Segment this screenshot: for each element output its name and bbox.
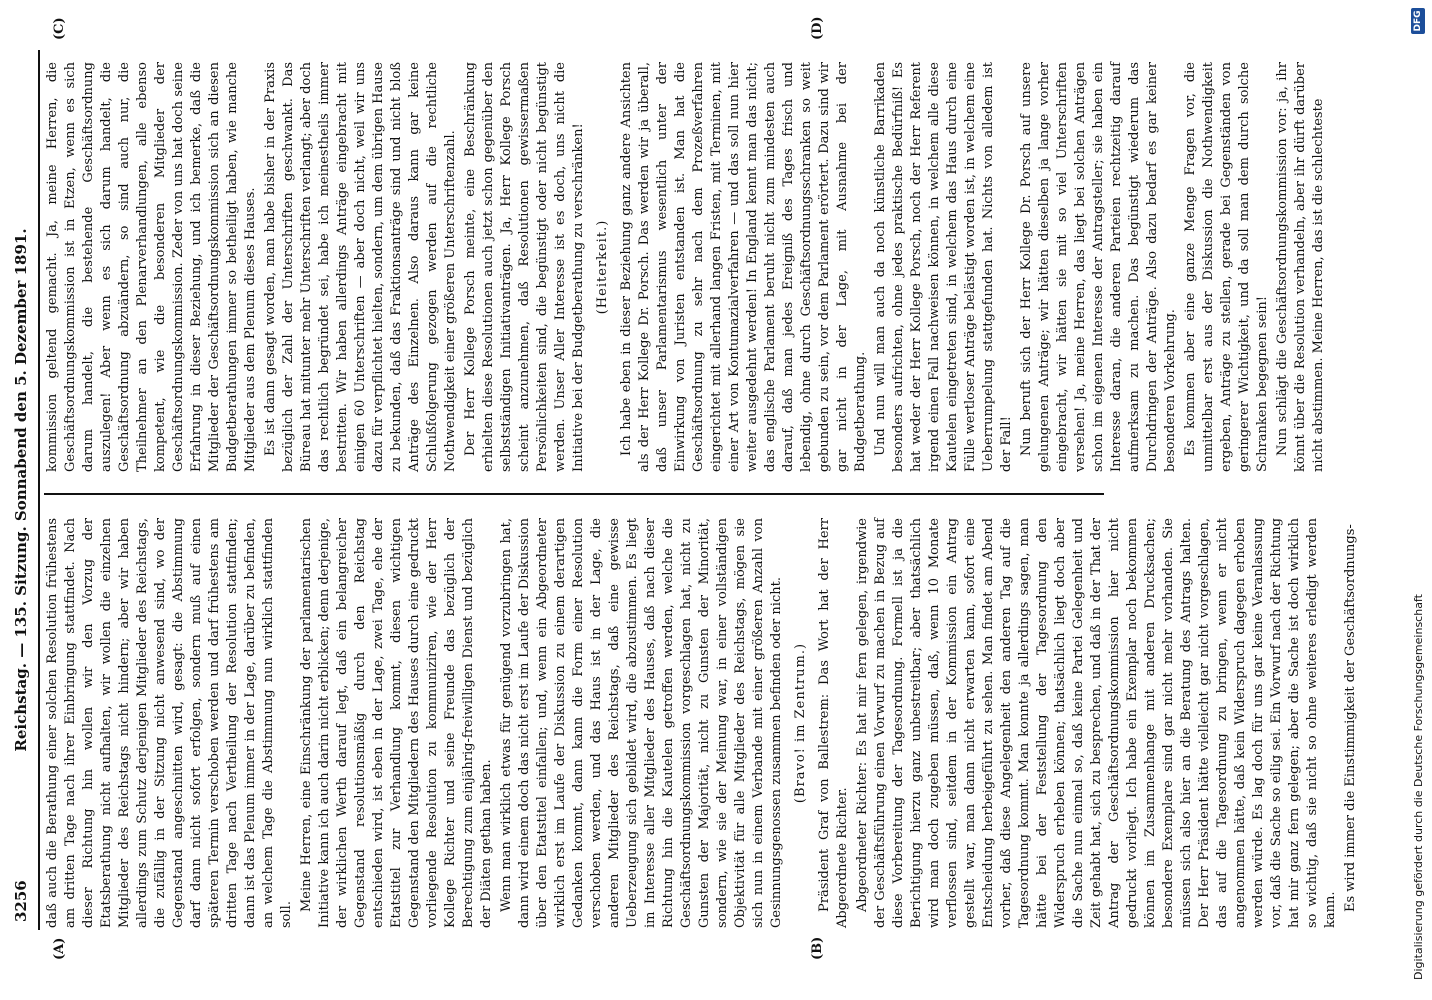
footer-text: Digitalisierung gefördert durch die Deutsche Forschungsgemeinschaft bbox=[1412, 594, 1425, 980]
paragraph: Nun schlägt die Geschäftsordnungskommission vor: ja, ihr könnt über die Resolution verhandeln, aber ihr dürft darüber nicht abstimmen. Meine Herren, das ist die schlechteste bbox=[1275, 62, 1326, 472]
margin-marker-b: (B) bbox=[810, 936, 825, 960]
paragraph: Nun beruft sich der Herr Kollege Dr. Porsch auf unsere gelungenen Anträge; wir hätten dieselben ja lange vorher eingebracht, wir hätten sie mit so viel Unterschriften versehen! Ja, meine Herren, das liegt bei solchen Anträgen schon im eigenen Interesse der Antragsteller; sie haben ein Interesse daran, die anderen Parteien rechtzeitig darauf aufmerksam zu machen. Das begünstigt wiederum das Durchdringen der Anträge. Also dazu bedarf es gar keiner besonderen Vorkehrung. bbox=[1019, 62, 1178, 472]
paragraph: Und nun will man auch da noch künstliche Barrikaden besonders aufrichten, ohne jedes praktische Bedürfniß! Es hat weder der Herr Kollege Porsch, noch der Herr Referent irgend einen Fall nachweisen können, in welchem alle diese Kautelen eingetreten sind, in welchem das Haus durch eine Fülle wertloser Anträge belästigt worden ist, in welchem eine Ueberrumpelung stattgefunden hat. Nichts von alledem ist der Fall! bbox=[873, 62, 1014, 472]
paragraph: Meine Herren, eine Einschränkung der parlamentarischen Initiative kann ich auch darin nicht erblicken; denn derjenige, der wirklichen Werth darauf legt, daß ein belangreicher Gegenstand resolutionsmäßig durch den Reichstag entschieden wird, ist eben in der Lage, zwei Tage, ehe der Etatstitel zur Verhandlung kommt, diesen wichtigen Gegenstand den Mitgliedern des Hauses durch eine gedruckt vorliegende Resolution zu kommuniziren, wie der Herr Kollege Richter und seine Freunde das bezüglich der Berechtigung zum einjährig-freiwilligen Dienst und bezüglich der Diäten gethan haben. bbox=[299, 517, 494, 928]
paragraph: Es ist dann gesagt worden, man habe bisher in der Praxis bezüglich der Zahl der Unterschriften geschwankt. Das Büreau hat mitunter mehr Unterschriften verlangt; aber doch das rechtlich begründet sei, habe ich meinestheils immer bestritten. Wir haben allerdings Anträge eingebracht mit einigen 60 Unterschriften — aber doch nicht, weil wir uns dazu für verpflichtet hielten, sondern, um dem übrigen Hause zu bekunden, daß das Fraktionsanträge sind und nicht bloß Anträge des Einzelnen. Also daraus kann gar keine Schlußfolgerung gezogen werden auf die rechtliche Nothwendigkeit einer größeren Unterschriftenzahl. bbox=[263, 62, 458, 472]
page-header bbox=[8, 50, 40, 930]
margin-marker-d: (D) bbox=[810, 16, 825, 40]
page-running-title: Reichstag. — 135. Sitzung. Sonnabend den 5. Dezember 1891. bbox=[12, 228, 30, 752]
paragraph: Der Herr Kollege Porsch meinte, eine Beschränkung erhielten diese Resolutionen auch jetzt schon gegenüber den selbstständigen Initiativanträgen. Ja, Herr Kollege Porsch scheint anzunehmen, daß Resolutionen gewissermaßen Persönlichkeiten sind, die begünstigt oder nicht begünstigt werden. Unser Aller Interesse ist es doch, uns nicht die Initiative bei der Budgetberathung zu verschränken! bbox=[463, 62, 586, 472]
interjection: (Bravo! im Zentrum.) bbox=[793, 642, 808, 804]
right-column bbox=[44, 62, 1326, 472]
digitization-footer bbox=[1408, 0, 1430, 1000]
speaker-paragraph: Abgeordneter Richter: Es hat mir fern gelegen, irgendwie der Geschäftsführung einen Vorwurf zu machen in Bezug auf diese Vorbereitung der Tagesordnung. Formell ist ja die Berichtigung hierzu ganz unbestreitbar; aber thatsächlich wird man doch zugeben müssen, daß, wenn 10 Monate verflossen sind, seitdem in der Kommission ein Antrag gestellt war, man dann nicht erwarten kann, sofort eine Entscheidung herbeigeführt zu sehen. Man findet am Abend vorher, daß diese Angelegenheit den anderen Tag auf die Tagesordnung kommt. Man konnte ja allerdings sagen, man hätte bei der Feststellung der Tagesordnung den Widerspruch erheben können; thatsächlich liegt doch aber die Sache nun einmal so, daß keine Partei Gelegenheit und Zeit gehabt hat, sich zu besprechen, und daß in der That der Antrag der Geschäftsordnungskommission hier nicht gedruckt vorliegt. Ich habe ein Exemplar noch bekommen können im Zusammenhange mit anderen Drucksachen; besondere Exemplare sind gar nicht mehr vorhanden. Sie müssen sich also hier an die Beratung des Antrags halten. Der Herr Präsident hätte vielleicht gar nicht vorgeschlagen, das auf die Tagesordnung zu bringen, wenn er nicht angenommen hätte, daß kein Widerspruch dagegen erhoben werden würde. Es lag doch für uns gar keine Veranlassung vor, daß die Sache so eilig sei. Ein Vorwurf nach der Richtung hat mir ganz fern gelegen; aber die Sache ist doch wirklich so wichtig, daß sie nicht so ohne weiteres erledigt werden kann. bbox=[855, 518, 1338, 928]
paragraph: Ich habe eben in dieser Beziehung ganz andere Ansichten als der Herr Kollege Dr. Porsch. Das werden wir ja überall, daß unser Parlamentarismus wesentlich unter der Einwirkung von Juristen entstanden ist. Man hat die Geschäftsordnung zu sehr nach dem Prozeßverfahren eingerichtet mit allerhand langen Fristen, mit Terminen, mit einer Art von Kontumazialverfahren — und das soll nun hier weiter ausgedehnt werden! In England kennt man das nicht; das englische Parlament beruht nicht zum mindesten auch darauf, daß man jedes Ereigniß des Tages frisch und lebendig, ohne durch Geschäftsordnungsschranken so weit gebunden zu sein, vor dem Parlament erörtert. Dazu sind wir gar nicht in der Lage, mit Ausnahme bei der Budgetberathung. bbox=[619, 62, 868, 472]
column-divider bbox=[44, 493, 1104, 495]
paragraph: Es kommen aber eine ganze Menge Fragen vor, die unmittelbar erst aus der Diskussion die Nothwendigkeit ergeben, Anträge zu stellen, gerade bei Gegenständen von geringerer Wichtigkeit, und da soll man dem durch solche Schranken begegnen sein! bbox=[1183, 62, 1270, 472]
paragraph: Es wird immer die Einstimmigkeit der Geschäftsordnungs- bbox=[1343, 524, 1358, 912]
dfg-logo: DFG bbox=[1411, 8, 1425, 34]
margin-marker-a: (A) bbox=[52, 937, 67, 960]
paragraph: Wenn man wirklich etwas für genügend vorzubringen hat, dann wird einem doch das nicht erst im Laufe der Diskussion über den Etatstitel einfallen; und, wenn ein Abgeordneter wirklich erst im Laufe der Diskussion zu einem derartigen Gedanken kommt, dann kann die Form einer Resolution verschoben werden, und das Haus ist in der Lage, die anderen Mitglieder des Reichstags, daß eine gewisse Ueberzeugung sich gebildet wird, die abzustimmen. Es liegt im Interesse aller Mitglieder des Hauses, daß nach dieser Richtung hin die Kautelen getroffen werden, welche die Geschäftsordnungskommission vorgeschlagen hat, nicht zu Gunsten der Majorität, nicht zu Gunsten der Minorität, sondern, wie sie der Meinung war, in einer vollständigen Objektivität für alle Mitglieder des Reichstags, mögen sie sich nun in einem Verbande mit einer größeren Anzahl von Gesinnungsgenossen zusammen befinden oder nicht. bbox=[499, 518, 784, 928]
left-column bbox=[44, 517, 1358, 928]
interjection: (Heiterkeit.) bbox=[595, 219, 610, 315]
paragraph: kommission geltend gemacht. Ja, meine Herren, die Geschäftsordnungskommission ist in Etzen, wenn es sich darum handelt, die bestehende Geschäftsordnung auszulegen! Aber wenn es sich darum handelt, die Geschäftsordnung abzuändern, so sind auch nur, die Theilnehmer an den Plenarverhandlungen, alle ebenso kompetent, wie die besonderen Mitglieder der Geschäftsordnungskommission. Zeder von uns hat doch seine Erfahrung in dieser Beziehung, und ich bemerke, daß die Mitglieder der Geschäftsordnungskommission sich an diesen Budgetberathungen immer so betheiligt haben, wie manche Mitglieder aus dem Plenum dieses Hauses. bbox=[45, 62, 258, 472]
margin-marker-c: (C) bbox=[52, 17, 67, 40]
paragraph: daß auch die Berathung einer solchen Resolution frühestens am dritten Tage nach ihrer Einbringung stattfindet. Nach dieser Richtung hin wollen wir den Vorzug der Etatsberathung nicht aufhalten, wir wollen die einzelnen Mitglieder des Reichstags nicht hindern; aber wir haben allerdings zum Schutz derjenigen Mitglieder des Reichstags, die zufällig in der Sitzung nicht anwesend sind, wo der Gegenstand angeschnitten wird, gesagt: die Abstimmung darf dann nicht sofort erfolgen, sondern muß auf einen späteren Termin verschoben werden und darf frühestens am dritten Tage nach Vertheilung der Resolution stattfinden; dann ist das Plenum immer in der Lage, darüber zu befinden, an welchem Tage die Abstimmung nun wirklich stattfinden soll. bbox=[45, 518, 294, 928]
speaker-paragraph: Präsident Graf von Ballestrem: Das Wort hat der Herr Abgeordnete Richter. bbox=[817, 518, 850, 928]
page-number: 3256 bbox=[12, 880, 30, 922]
